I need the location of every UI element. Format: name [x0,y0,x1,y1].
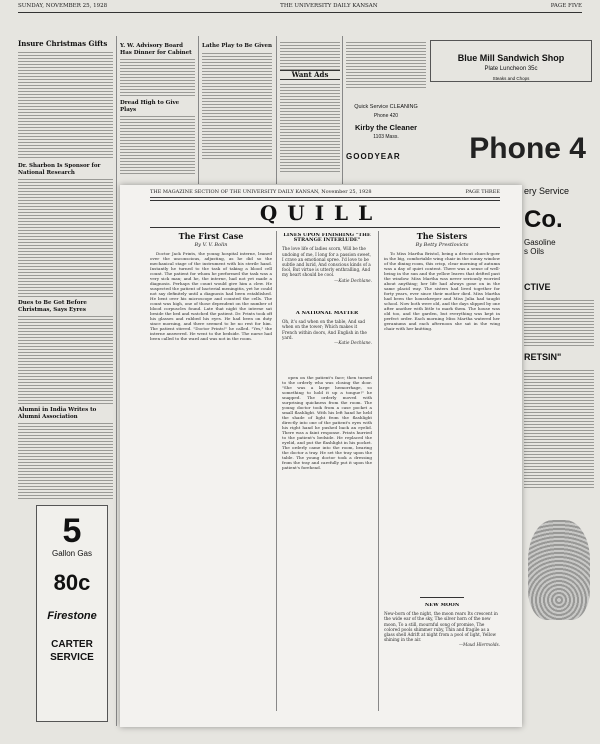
national-matter-signature: —Katie Dechlane. [334,340,372,346]
bg-headline-7: Lathe Play to Be Given [202,43,272,49]
carter-service: CARTER SERVICE [50,639,94,663]
bg-header-right: PAGE FIVE [550,3,582,9]
first-case-continued [282,375,372,711]
kirby-name: Kirby the Cleaner [354,123,418,132]
gas-label: Gallon Gas [51,549,93,558]
turkey-illustration [528,520,590,620]
bg-column-2 [120,40,195,180]
bg-column-4 [280,40,340,180]
masthead-rule-bottom [150,227,500,228]
oils-text: s Oils [524,247,544,256]
lines-poem [282,233,372,303]
bg-filler-text [280,82,340,172]
bg-headline-6: Dread High to Give Plays [120,100,180,113]
national-matter-text: Oh, it's sad when on the table, And sad when on the tower; Which makes it French within doors, And English in the yard. [282,319,367,340]
bg-column-5 [346,40,426,95]
background-page-header [18,3,582,13]
gas-price: 80c [53,570,91,595]
new-moon-signature: —Maud Hlermolds. [458,642,500,648]
service-ad [524,186,594,256]
sandwich-shop-sub: Plate Luncheon 35c [484,66,538,72]
bg-headline-4: Alumni in India Writes to Alumni Association [18,407,97,420]
quill-masthead: QUILL [259,201,383,225]
gasoline-text: Gasoline [524,238,556,247]
bg-filler-text [18,421,113,500]
bg-headline-3: Dues to Be Got Before Christmas, Says Eyres [18,300,87,313]
kirby-address: 1103 Mass. [373,134,399,140]
phone-4-text: Phone 4 [469,132,586,165]
cleaning-phone: Phone 420 [373,113,399,119]
first-case-byline: By V. V. Bolin [194,242,228,248]
bg-header-left: SUNDAY, NOVEMBER 25, 1928 [18,3,108,9]
bg-filler-text [202,51,272,161]
bg-headline-2: Dr. Sharbon Is Sponsor for National Research [18,163,101,176]
bg-filler-text [346,40,426,90]
sandwich-shop-tag: Steaks and Chops [492,76,530,81]
lines-poem-text: The love life of ladies scorn, Will be the undoing of me, I long for a passion sweet, I crave an emotional spree. I'd love to be subtle and lurid, And conscious kinds of a fool, But virtue is utterly enthralling, And my heart should be cool. [282,246,372,278]
first-case-title: The First Case [178,231,244,241]
column-divider [378,231,379,711]
sisters-body: To Miss Martha Bristol, being a devout church-goer in the big, comfortable wing chair in the sunny window of the dining room, this crisp, clear morning of autumn was a day of quiet content. There was a sense of well-being in the sun and the yellow leaves that drifted past the window. Miss Martha was never seriously worried about anything; her life had always gone on in the same placid way. The sisters had lived together for forty years, ever since their mother died. Miss Martha had been the housekeeper and Miss Julia had taught school. Now both were old, and the days slipped by one after another with little to mark them. The house was old too, and the garden, but everything was kept in perfect order. Each morning Miss Martha watered her geraniums and each afternoon she sat in the wing chair with her knitting. [384,251,500,331]
cleaning-title: Quick Service CLEANING [354,104,418,110]
column-divider [276,231,277,711]
column-divider [276,36,277,184]
ctive-ad [524,282,594,488]
bg-column-3 [202,40,272,180]
column-divider [116,36,117,726]
retsin-text: RETSIN" [524,352,562,362]
cleaning-ad [346,100,426,178]
first-case-body: Doctor Jack Prints, the young hospital interne, leaned over the unconscious, adjusting, as he did so the mechanical stage of the instrument with his sterile hand. Instantly he turned to the task of taking a blood cell count. The patient for whom he performed the task was a very sick man; and he, the interne, had not yet made a diagnosis. Perhaps the count would give him a clew. He suspected the patient of bacterial meningitis, yet he could not say definitely until a diagnosis had been established. He bent over his microscope and counted the cells. The count was high, one of those dependent on the number of blood corpuscles found. Late that night the interne sat beside the bed and watched the patient. Dr. Prints took off his glasses and rubbed his eyes. He had been on duty since morning, and there seemed to be no rest for him. The patient stirred. "Doctor Prints!" he called. "Yes," the interne answered. He went to the bedside. The nurse had been called to the ward and was not in the room. [150,251,272,341]
bg-filler-text [18,50,113,160]
phone-ad [432,92,590,182]
national-matter-title: A NATIONAL MATTER [295,311,359,316]
column-divider [198,36,199,184]
new-moon-title: NEW MOON [424,603,460,608]
column-divider [342,36,343,184]
new-moon-poem [384,603,500,713]
magazine-header-left: THE MAGAZINE SECTION OF THE UNIVERSITY DAILY KANSAN, November 25, 1928 [150,189,372,195]
magazine-header-right: PAGE THREE [465,189,500,195]
co-text: Co. [524,206,563,233]
service-text: ery Service [524,186,570,196]
first-case-article [150,231,272,711]
gas-big-number: 5 [62,512,82,550]
magazine-sheet [120,185,522,727]
bg-filler-text [120,57,195,97]
lines-poem-title: LINES UPON FINISHING "THE STRANGE INTERLUDE" [283,233,371,244]
bg-headline-5: Y. W. Advisory Board Has Dinner for Cabinet [120,43,192,56]
sisters-title: The Sisters [416,231,468,241]
sisters-article [384,231,500,591]
bg-filler-text [524,298,594,348]
ctive-text: CTIVE [524,282,551,292]
bg-filler-text [120,114,195,174]
new-moon-text: New-born of the night, the moon rears Its crescent in the wide ear of the sky, The silver horn of the new moon, To a still, mournful song of promise, The colored pools shimmer ruby, Thin and fragile as a glass shell Adrift at night from a pool of light, Yellow shining in the air. [384,611,498,643]
bg-filler-text [280,40,340,70]
bg-header-center: THE UNIVERSITY DAILY KANSAN [280,3,378,9]
national-matter-poem [282,311,372,369]
gas-ad [36,505,108,722]
bg-filler-text [524,368,594,488]
magazine-header [150,189,500,198]
bg-headline-want-ads: Want Ads [280,70,340,80]
lines-poem-signature: —Katie Dechlane. [334,277,372,283]
bg-column-1 [18,40,113,500]
firestone-logo: Firestone [47,610,97,622]
goodyear-ad: GOODYEAR [346,152,401,161]
bg-headline-1: Insure Christmas Gifts [18,40,108,48]
bg-filler-text [18,314,113,404]
bg-filler-text [18,177,113,297]
section-rule [420,597,464,598]
sisters-byline: By Betty Prestlovicts [415,242,469,248]
middle-column-text: open on the patient's face; then turned to the orderly who was closing the door. "She was a large hemorrhage, so something to hold it up a tongue!" he snapped. The orderly moved with surprising quickness from the room. The young doctor took from a case pocket a small flashlight. With his left hand he held the shade of light from the flashlight directly into one of the patient's eyes with his right hand he pushed back an eyelid. There was a faint response. Prints hurried to the patient's bedside. He replaced the eyelid, and put the flashlight in his pocket. The orderly came into the room, bearing the doctor a tray. He set the tray upon the table. The young doctor took a dressing from the tray and carefully put it upon the patient's forehead. [282,375,372,470]
sandwich-shop-ad [430,40,592,82]
sandwich-shop-name: Blue Mill Sandwich Shop [457,53,565,63]
